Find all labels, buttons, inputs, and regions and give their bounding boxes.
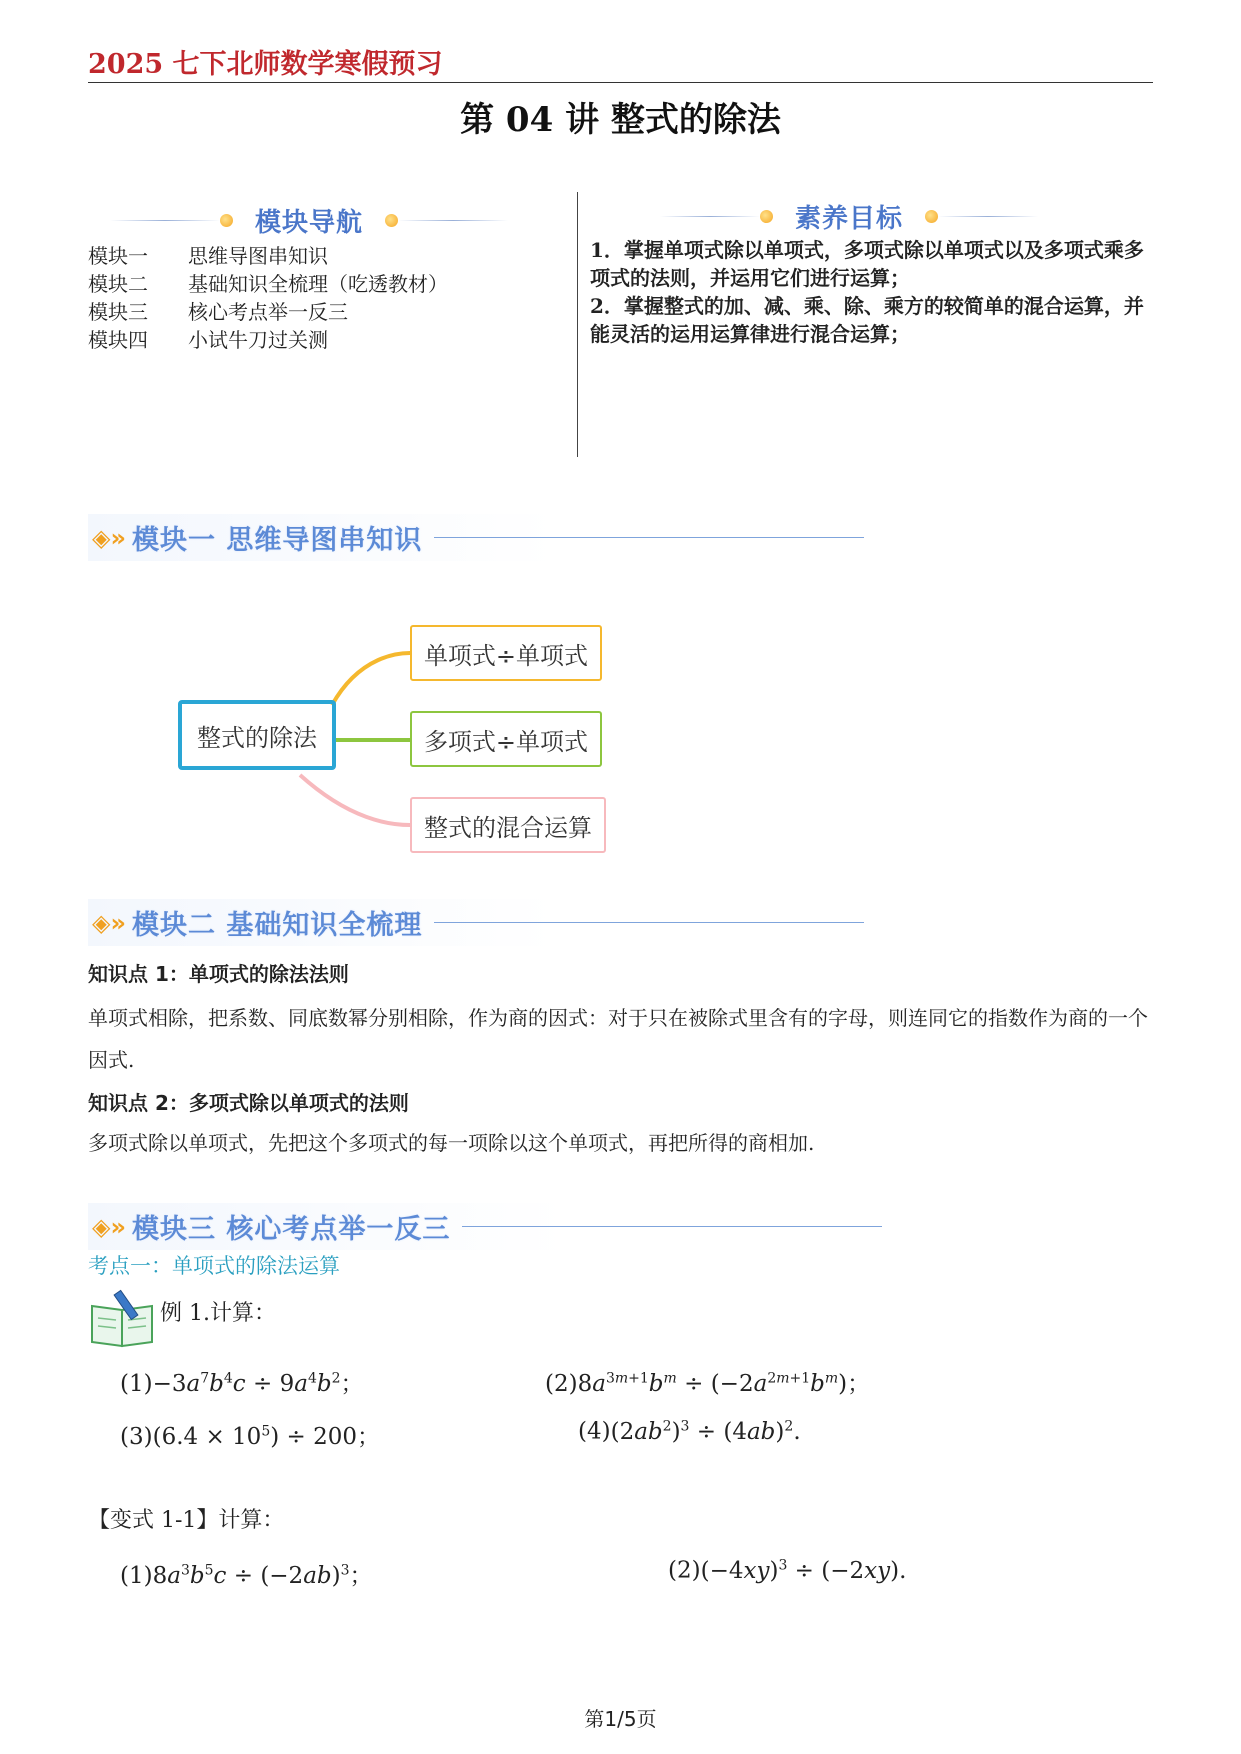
goals-badge-text: 素养目标 [795,204,904,234]
badge-dot-icon [925,210,938,223]
header-rule [88,82,1153,83]
column-divider [577,192,578,457]
knowledge-points [88,958,1153,1164]
example-problem-3 [120,1418,380,1451]
nav-item [88,326,448,354]
badge-dot-icon [760,210,773,223]
nav-item-label: 小试牛刀过关测 [188,328,328,352]
example-label: 例 1.计算： [160,1301,276,1326]
mindmap-branch-node: 多项式÷单项式 [410,711,602,767]
nav-item-label: 基础知识全梳理（吃透教材） [188,272,448,296]
problem-number: (4) [578,1418,611,1445]
problem-number: (2) [545,1371,578,1397]
goals-list [590,236,1150,348]
goals-badge [660,198,1038,235]
nav-item-label: 思维导图串知识 [188,244,328,268]
document-header-title: 2025 七下北师数学寒假预习 [88,49,443,80]
mindmap-branch-node: 整式的混合运算 [410,797,606,853]
module-nav-list [88,242,448,354]
math-expression: $8a^{3m+1}b^m \div (-2a^{2m+1}b^m)$； [577,1370,871,1397]
math-expression: $(6.4 \times 10^5) \div 200$； [152,1423,381,1450]
problem-number: (2) [668,1557,701,1584]
knowledge-point-title: 知识点 1：单项式的除法法则 [88,962,349,986]
math-expression: $8a^3b^5c \div (-2ab)^3$； [152,1562,373,1589]
module3-rule [462,1226,882,1227]
badge-line-left [110,220,220,221]
knowledge-point-text: 单项式相除，把系数、同底数幂分别相除，作为商的因式：对于只在被除式里含有的字母，则连同它的指数作为商的一个因式. [88,1006,1148,1072]
variant-problem-1 [120,1557,373,1590]
nav-item [88,242,448,270]
chevron-right-icon: ◈» [92,908,126,937]
nav-item [88,270,448,298]
problem-number: (1) [120,1371,153,1397]
mindmap-center-node: 整式的除法 [178,700,336,770]
example-problem-1 [120,1365,364,1398]
nav-badge-text: 模块导航 [255,208,364,238]
module3-title: 模块三 核心考点举一反三 [131,1214,451,1245]
math-expression: $-3a^7b^4c \div 9a^4b^2$； [152,1370,364,1397]
knowledge-point-title: 知识点 2：多项式除以单项式的法则 [88,1091,409,1115]
module2-rule [434,922,864,923]
badge-dot-icon [220,214,233,227]
book-pencil-icon [88,1288,160,1350]
goal-item: 1．掌握单项式除以单项式，多项式除以单项式以及多项式乘多项式的法则，并运用它们进行运算； [590,238,1144,290]
math-expression: $(2ab^2)^3 \div (4ab)^2$. [610,1418,801,1445]
kaodian-title: 考点一：单项式的除法运算 [88,1254,340,1278]
problem-number: (1) [120,1563,153,1589]
nav-item-key: 模块一 [88,244,148,268]
example-problem-2 [545,1365,870,1398]
module3-header [88,1203,886,1250]
chevron-right-icon: ◈» [92,523,126,552]
nav-badge [110,202,508,239]
lecture-title: 第 04 讲 整式的除法 [460,100,781,140]
chevron-right-icon: ◈» [92,1212,126,1241]
problem-number: (3) [120,1424,153,1450]
badge-dot-icon [385,214,398,227]
variant-problem-2 [668,1557,906,1584]
page-number: 第1/5页 [584,1707,657,1731]
nav-item-key: 模块二 [88,272,148,296]
example-problem-4 [578,1418,801,1445]
nav-item-key: 模块三 [88,300,148,324]
nav-item-label: 核心考点举一反三 [188,300,348,324]
nav-item [88,298,448,326]
module2-title: 模块二 基础知识全梳理 [131,910,423,941]
knowledge-point-text: 多项式除以单项式，先把这个多项式的每一项除以这个单项式，再把所得的商相加. [88,1131,815,1155]
math-expression: $(-4xy)^3 \div (-2xy)$. [700,1557,907,1584]
badge-line-right [938,216,1038,217]
mindmap-branch-node: 单项式÷单项式 [410,625,602,681]
module1-header [88,514,868,561]
badge-line-right [398,220,508,221]
nav-item-key: 模块四 [88,328,148,352]
branch-connector-1 [332,653,410,705]
branch-connector-3 [300,775,410,825]
variant-label: 【变式 1-1】计算： [88,1508,285,1533]
module1-title: 模块一 思维导图串知识 [131,525,423,556]
module2-header [88,899,868,946]
module1-rule [434,537,864,538]
badge-line-left [660,216,760,217]
goal-item: 2．掌握整式的加、减、乘、除、乘方的较简单的混合运算，并能灵活的运用运算律进行混合运算； [590,294,1144,346]
